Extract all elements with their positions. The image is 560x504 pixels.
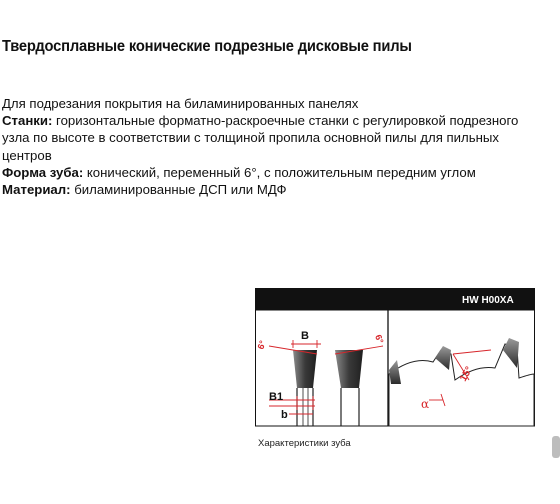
angle-left-label: 6° — [255, 339, 268, 351]
description — [2, 95, 542, 198]
tooth-diagram — [255, 288, 535, 428]
page-title: Твердосплавные конические подрезные дисковые пилы — [2, 38, 412, 55]
tooth-shape-label: Форма зуба: — [2, 164, 84, 180]
machines-text: горизонтальные форматно-раскроечные станки с регулировкой подрезного узла по высоте в соответствии с толщиной пропила основной пилы для пильных центров — [2, 113, 519, 163]
material-text: биламинированные ДСП или МДФ — [70, 182, 287, 198]
hook-angle-label: 15° — [458, 364, 476, 384]
machines-label: Станки: — [2, 113, 53, 129]
blade-profile — [389, 338, 534, 426]
diagram-header-label: HW H00XA — [462, 295, 514, 306]
dim-b1-label: B1 — [269, 391, 284, 403]
tooth-profile-right — [335, 350, 363, 426]
tooth-shape-line — [2, 164, 542, 181]
material-line — [2, 181, 542, 198]
intro-text: Для подрезания покрытия на биламинированных панелях — [2, 96, 359, 111]
material-label: Материал: — [2, 182, 71, 198]
tooth-profile-left — [293, 350, 317, 426]
tooth-shape-text: конический, переменный 6°, с положительным передним углом — [83, 164, 476, 180]
scrollbar-thumb[interactable] — [552, 436, 560, 458]
figure-caption: Характеристики зуба — [258, 438, 351, 449]
dim-b-label: b — [281, 409, 288, 421]
dim-b-top-label: B — [301, 330, 309, 342]
machines-line — [2, 112, 542, 164]
angle-right-label: 6° — [373, 333, 386, 345]
dimension-lines — [269, 340, 383, 414]
alpha-label: α — [421, 397, 430, 411]
